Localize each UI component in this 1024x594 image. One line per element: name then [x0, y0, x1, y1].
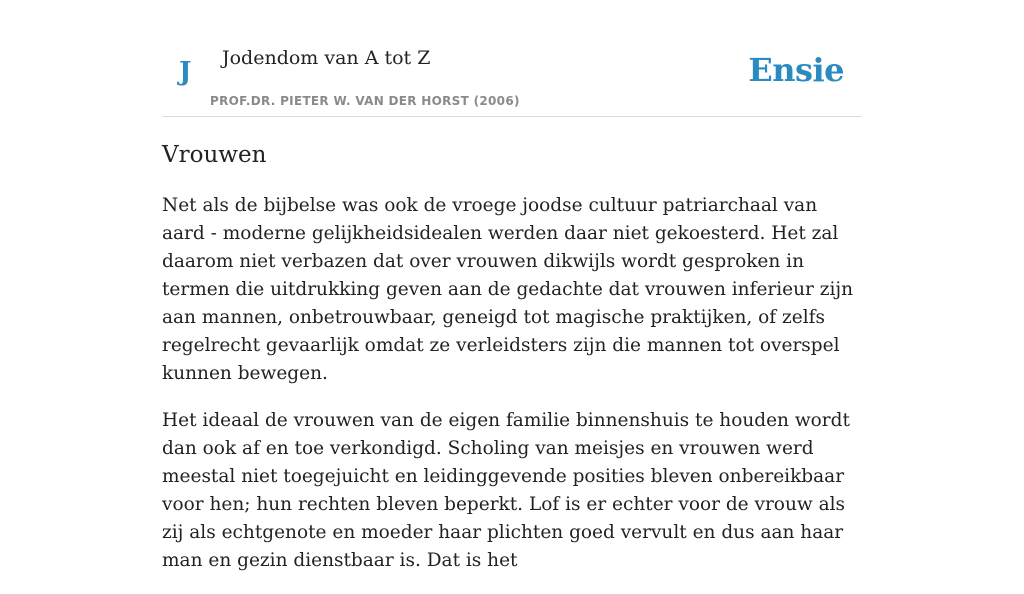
book-letter-icon[interactable]: J [179, 57, 192, 87]
ensie-logo[interactable]: Ensie [748, 51, 844, 89]
paragraph: Het ideaal de vrouwen van de eigen familie binnenshuis te houden wordt dan ook af en toe verkondigd. Scholing van meisjes en vrouwen werd meestal niet toegejuicht en leidinggevende posities bleven onbereikbaar voor hen; hun rechten bleven beperkt. Lof is er echter voor de vrouw als zij als echtgenote en moeder haar plichten goed vervult en dus aan haar man en gezin dienstbaar is. Dat is het [162, 410, 850, 571]
entry-title: Vrouwen [162, 142, 267, 168]
book-header [162, 0, 862, 117]
paragraph: Net als de bijbelse was ook de vroege joodse cultuur patriarchaal van aard - moderne gelijkheidsidealen werden daar niet gekoesterd. Het zal daarom niet verbazen dat over vrouwen dikwijls wordt gesproken in termen die uitdrukking geven aan de gedachte dat vrouwen inferieur zijn aan mannen, onbetrouwbaar, geneigd tot magische praktijken, of zelfs regelrecht gevaarlijk omdat ze verleidsters zijn die mannen tot overspel kunnen bewegen. [162, 195, 854, 384]
book-title-link[interactable]: Jodendom van A tot Z [222, 47, 431, 69]
book-author-link[interactable]: PROF.DR. PIETER W. VAN DER HORST (2006) [210, 94, 520, 108]
entry-body [162, 192, 862, 594]
